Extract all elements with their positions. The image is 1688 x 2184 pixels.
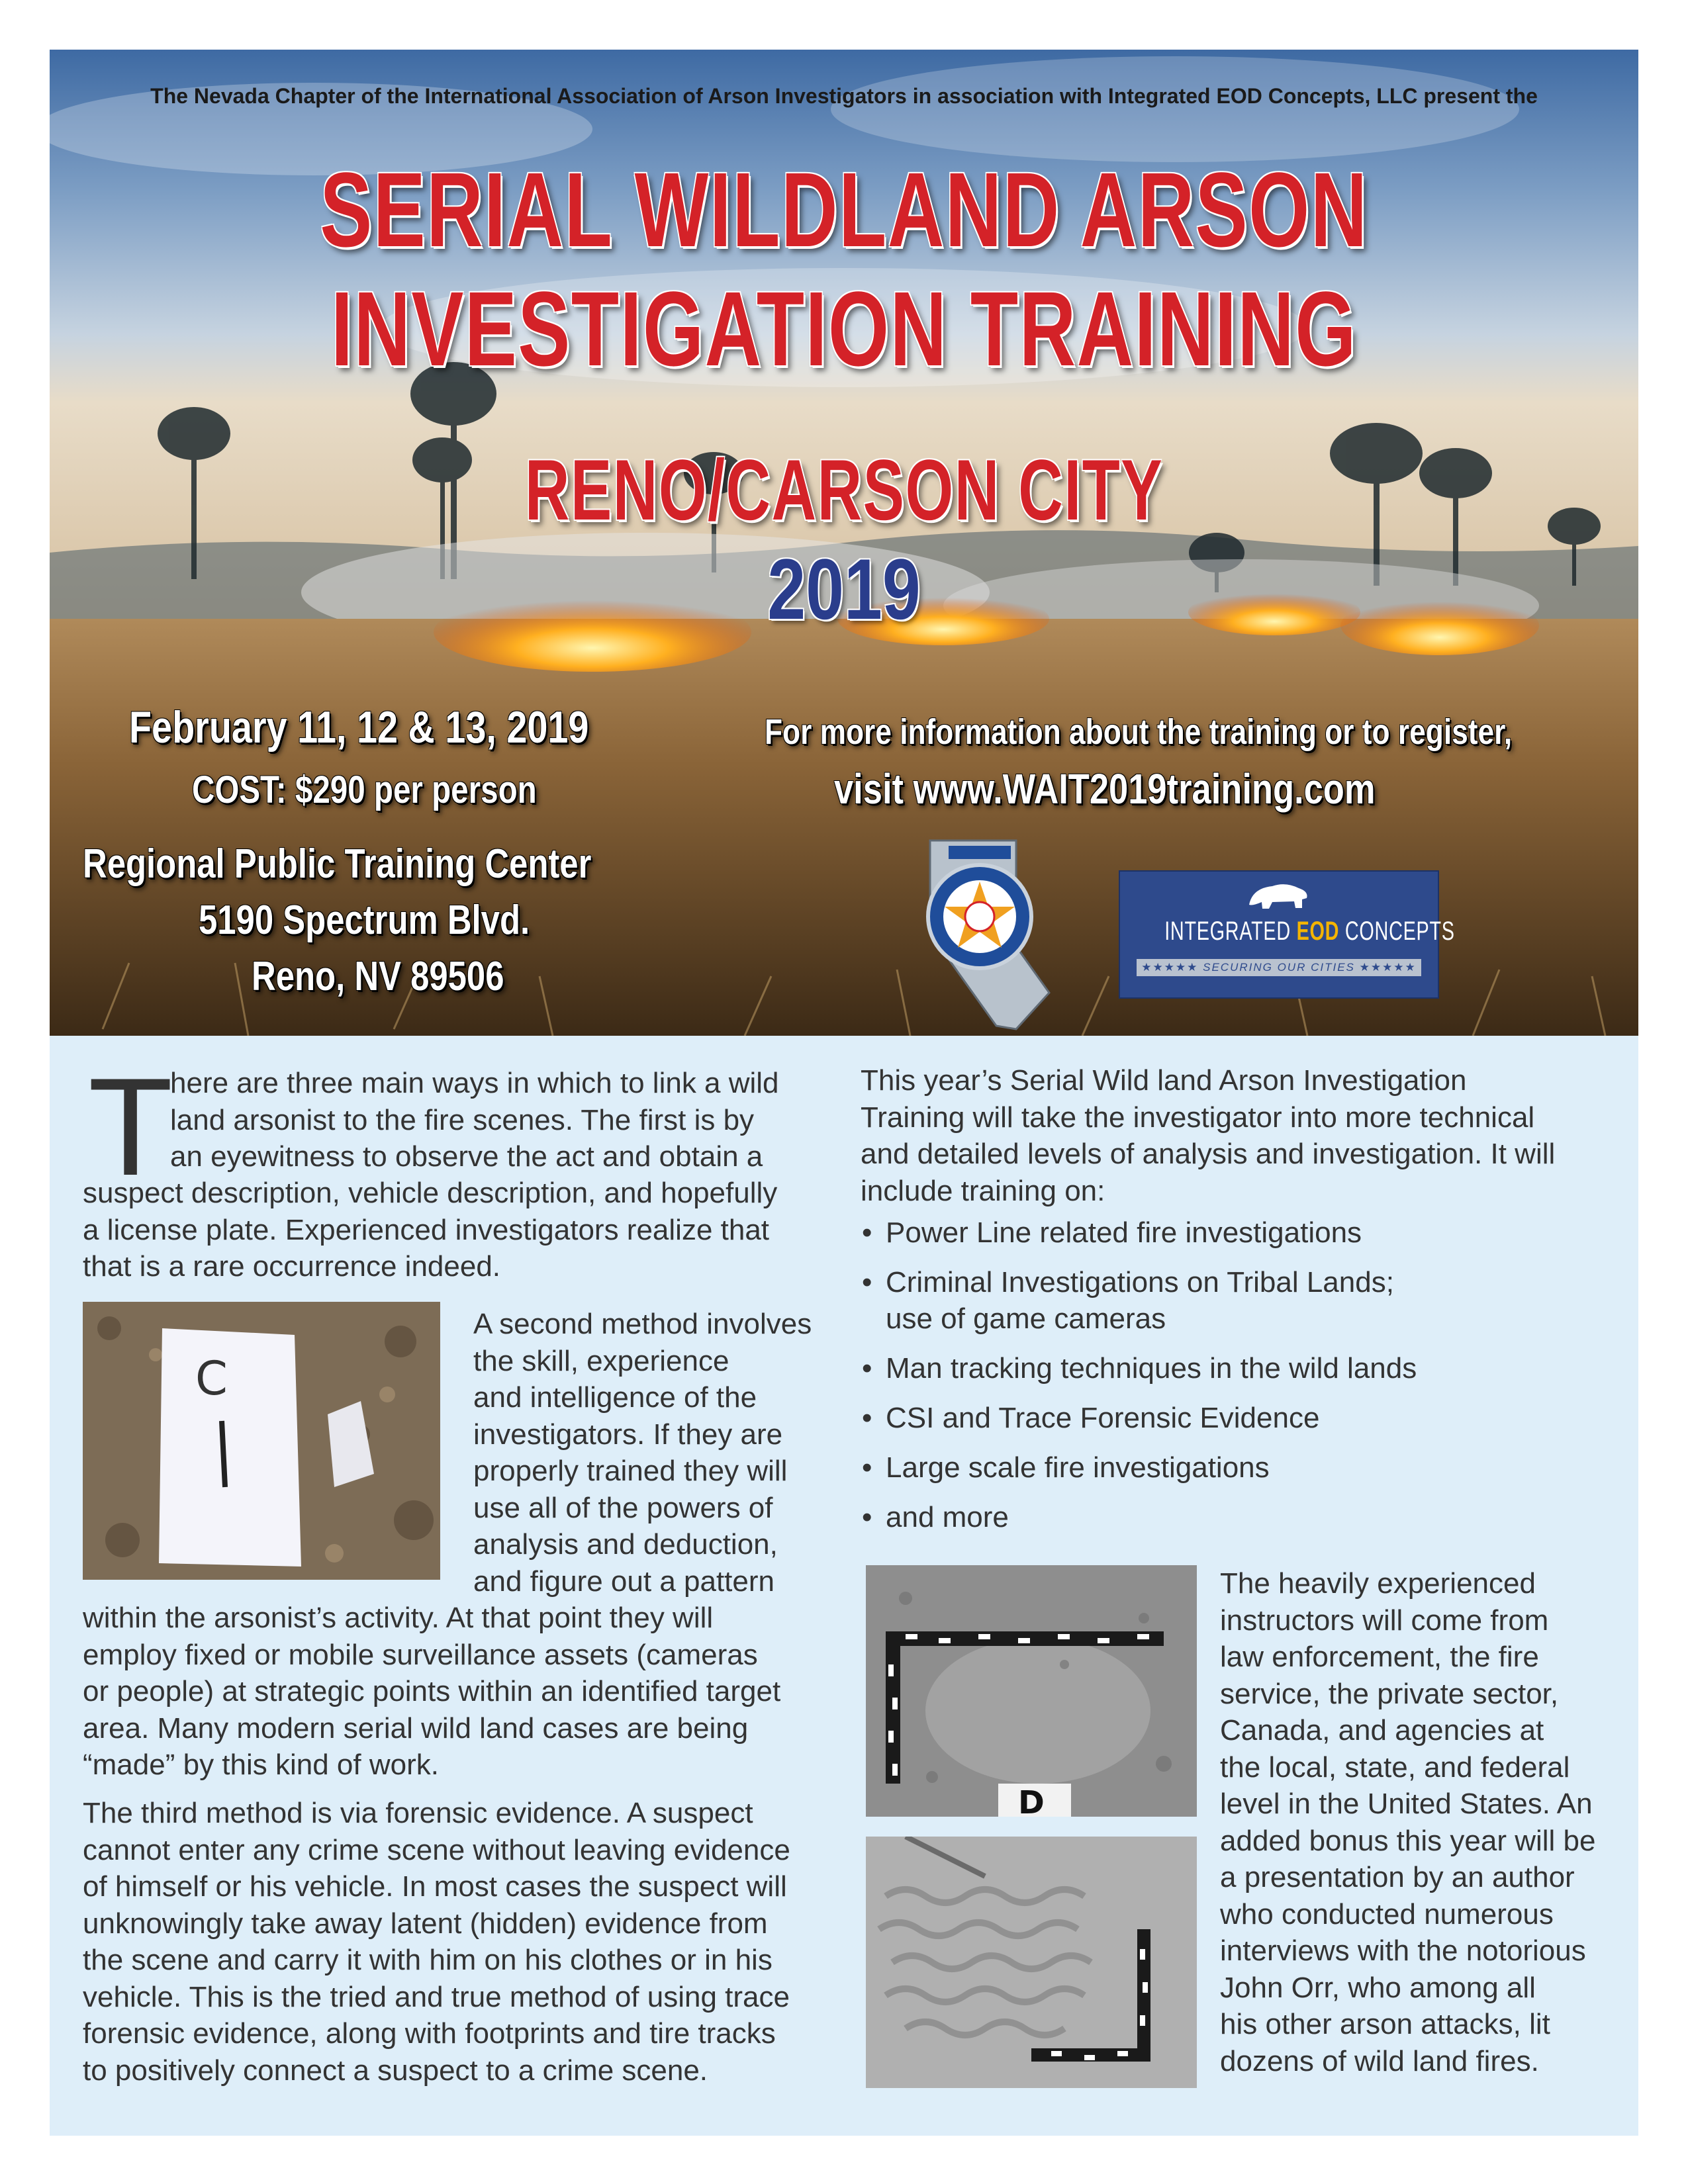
paragraph-3 [83, 1795, 844, 2089]
text-line: John Orr, who among all [1220, 1971, 1536, 2004]
photo-marker-letter: C [195, 1351, 228, 1406]
text-line: This year’s Serial Wild land Arson Investigation [861, 1064, 1467, 1097]
paragraph-1-full [83, 1175, 844, 1285]
text-line: properly trained they will [473, 1455, 788, 1487]
text-line: cannot enter any crime scene without leaving evidence [83, 1833, 790, 1866]
text-line: who conducted numerous [1220, 1897, 1554, 1931]
eod-logo-word-integrated: INTEGRATED [1164, 917, 1291, 946]
evidence-marker-photo-art [83, 1302, 440, 1580]
text-line: The heavily experienced [1220, 1567, 1536, 1600]
text-line: forensic evidence, along with footprints and tire tracks [83, 2017, 776, 2050]
venue-name: Regional Public Training Center [83, 841, 592, 887]
title-line-1: SERIAL WILDLAND ARSON [320, 150, 1368, 269]
website-link[interactable]: visit www.WAIT2019training.com [834, 765, 1376, 813]
text-line: Training will take the investigator into more technical [861, 1101, 1535, 1134]
more-info-line: For more information about the training or to register, [765, 712, 1513, 752]
eod-logo-wordmark [1164, 917, 1455, 946]
text-line: level in the United States. An [1220, 1788, 1593, 1820]
text-line: A second method involves [473, 1308, 812, 1340]
text-line: vehicle. This is the tried and true method of using trace [83, 1980, 790, 2013]
bear-icon [1246, 878, 1312, 911]
list-item: • Power Line related fire investigations [861, 1214, 1589, 1251]
article-body [50, 1036, 1638, 2136]
footprint-scale-photo-art [866, 1565, 1197, 1817]
text-line: include training on: [861, 1174, 1105, 1207]
text-line: investigators. If they are [473, 1418, 783, 1451]
year-title: 2019 [767, 541, 921, 637]
text-line: area. Many modern serial wild land cases are being [83, 1711, 749, 1745]
eod-logo-tagline: ★★★★★ SECURING OUR CITIES ★★★★★ [1137, 959, 1421, 976]
text-line: Canada, and agencies at [1220, 1714, 1544, 1747]
text-line: within the arsonist’s activity. At that point they will [83, 1602, 714, 1634]
text-line: a license plate. Experienced investigators realize that [83, 1213, 770, 1246]
text-line: to positively connect a suspect to a crime scene. [83, 2054, 708, 2087]
event-dates: February 11, 12 & 13, 2019 [129, 702, 589, 752]
text-line: use all of the powers of [473, 1491, 773, 1524]
text-line: law enforcement, the fire [1220, 1641, 1539, 1673]
eod-logo-word-concepts: CONCEPTS [1344, 917, 1455, 946]
text-line: his other arson attacks, lit [1220, 2008, 1550, 2040]
text-line: the scene and carry it with him on his clothes or in his [83, 1944, 773, 1976]
list-item: • CSI and Trace Forensic Evidence [861, 1400, 1589, 1436]
text-line: interviews with the notorious [1220, 1934, 1586, 1967]
event-cost: COST: $290 per person [192, 768, 537, 811]
text-line: employ fixed or mobile surveillance assets (cameras [83, 1638, 758, 1671]
presenter-line: The Nevada Chapter of the International Association of Arson Investigators in association with Integrated EOD Concepts, LLC present the [150, 84, 1538, 108]
tire-track-photo [866, 1837, 1197, 2088]
paragraph-2-beside-photo [473, 1306, 844, 1600]
list-item: • and more [861, 1499, 1589, 1535]
text-line: The third method is via forensic evidence. A suspect [83, 1797, 753, 1829]
text-line: service, the private sector, [1220, 1677, 1559, 1710]
text-line: or people) at strategic points within an identified target [83, 1675, 781, 1707]
text-line: land arsonist to the fire scenes. The first is by [170, 1103, 755, 1136]
text-line: added bonus this year will be [1220, 1824, 1596, 1857]
list-item: • Man tracking techniques in the wild lands [861, 1350, 1589, 1387]
text-line: “made” by this kind of work. [83, 1749, 439, 1781]
venue-address-line-1: 5190 Spectrum Blvd. [199, 897, 530, 943]
title-line-2: INVESTIGATION TRAINING [331, 269, 1357, 388]
text-line: analysis and deduction, [473, 1528, 778, 1561]
text-line: the local, state, and federal [1220, 1751, 1570, 1784]
right-closing-paragraph [1220, 1565, 1630, 2079]
right-intro-paragraph [861, 1062, 1622, 1209]
integrated-eod-concepts-logo [1119, 870, 1455, 999]
text-line: and figure out a pattern [473, 1565, 774, 1598]
photo-scale-label: D [1018, 1784, 1045, 1817]
list-item: • Criminal Investigations on Tribal Lands; use of game cameras [861, 1264, 1589, 1337]
text-line: an eyewitness to observe the act and obtain a [170, 1140, 763, 1173]
text-line: instructors will come from [1220, 1604, 1549, 1637]
text-line: that is a rare occurrence indeed. [83, 1250, 501, 1283]
eod-logo-word-eod: EOD [1296, 917, 1340, 946]
location-title: RENO/CARSON CITY [524, 441, 1164, 538]
text-line: suspect description, vehicle description, and hopefully [83, 1177, 778, 1209]
list-item: • Large scale fire investigations [861, 1449, 1589, 1486]
text-line: and detailed levels of analysis and investigation. It will [861, 1138, 1556, 1170]
text-line: and intelligence of the [473, 1381, 757, 1414]
hero-banner [50, 50, 1638, 1036]
tire-track-photo-art [866, 1837, 1197, 2088]
venue-address-line-2: Reno, NV 89506 [252, 954, 504, 999]
training-topics-list [861, 1214, 1589, 1549]
text-line: of himself or his vehicle. In most cases the suspect will [83, 1870, 787, 1903]
drop-cap: T [88, 1049, 173, 1205]
text-line: here are three main ways in which to link a wild [170, 1067, 779, 1099]
text-line: a presentation by an author [1220, 1861, 1575, 1893]
footprint-scale-photo [866, 1565, 1197, 1817]
nevada-iaai-badge-logo [917, 834, 1056, 1032]
paragraph-1-indented [170, 1065, 859, 1175]
text-line: unknowingly take away latent (hidden) evidence from [83, 1907, 768, 1940]
text-line: dozens of wild land fires. [1220, 2044, 1539, 2077]
evidence-marker-photo [83, 1302, 440, 1580]
paragraph-2-full [83, 1600, 844, 1784]
text-line: the skill, experience [473, 1344, 729, 1377]
